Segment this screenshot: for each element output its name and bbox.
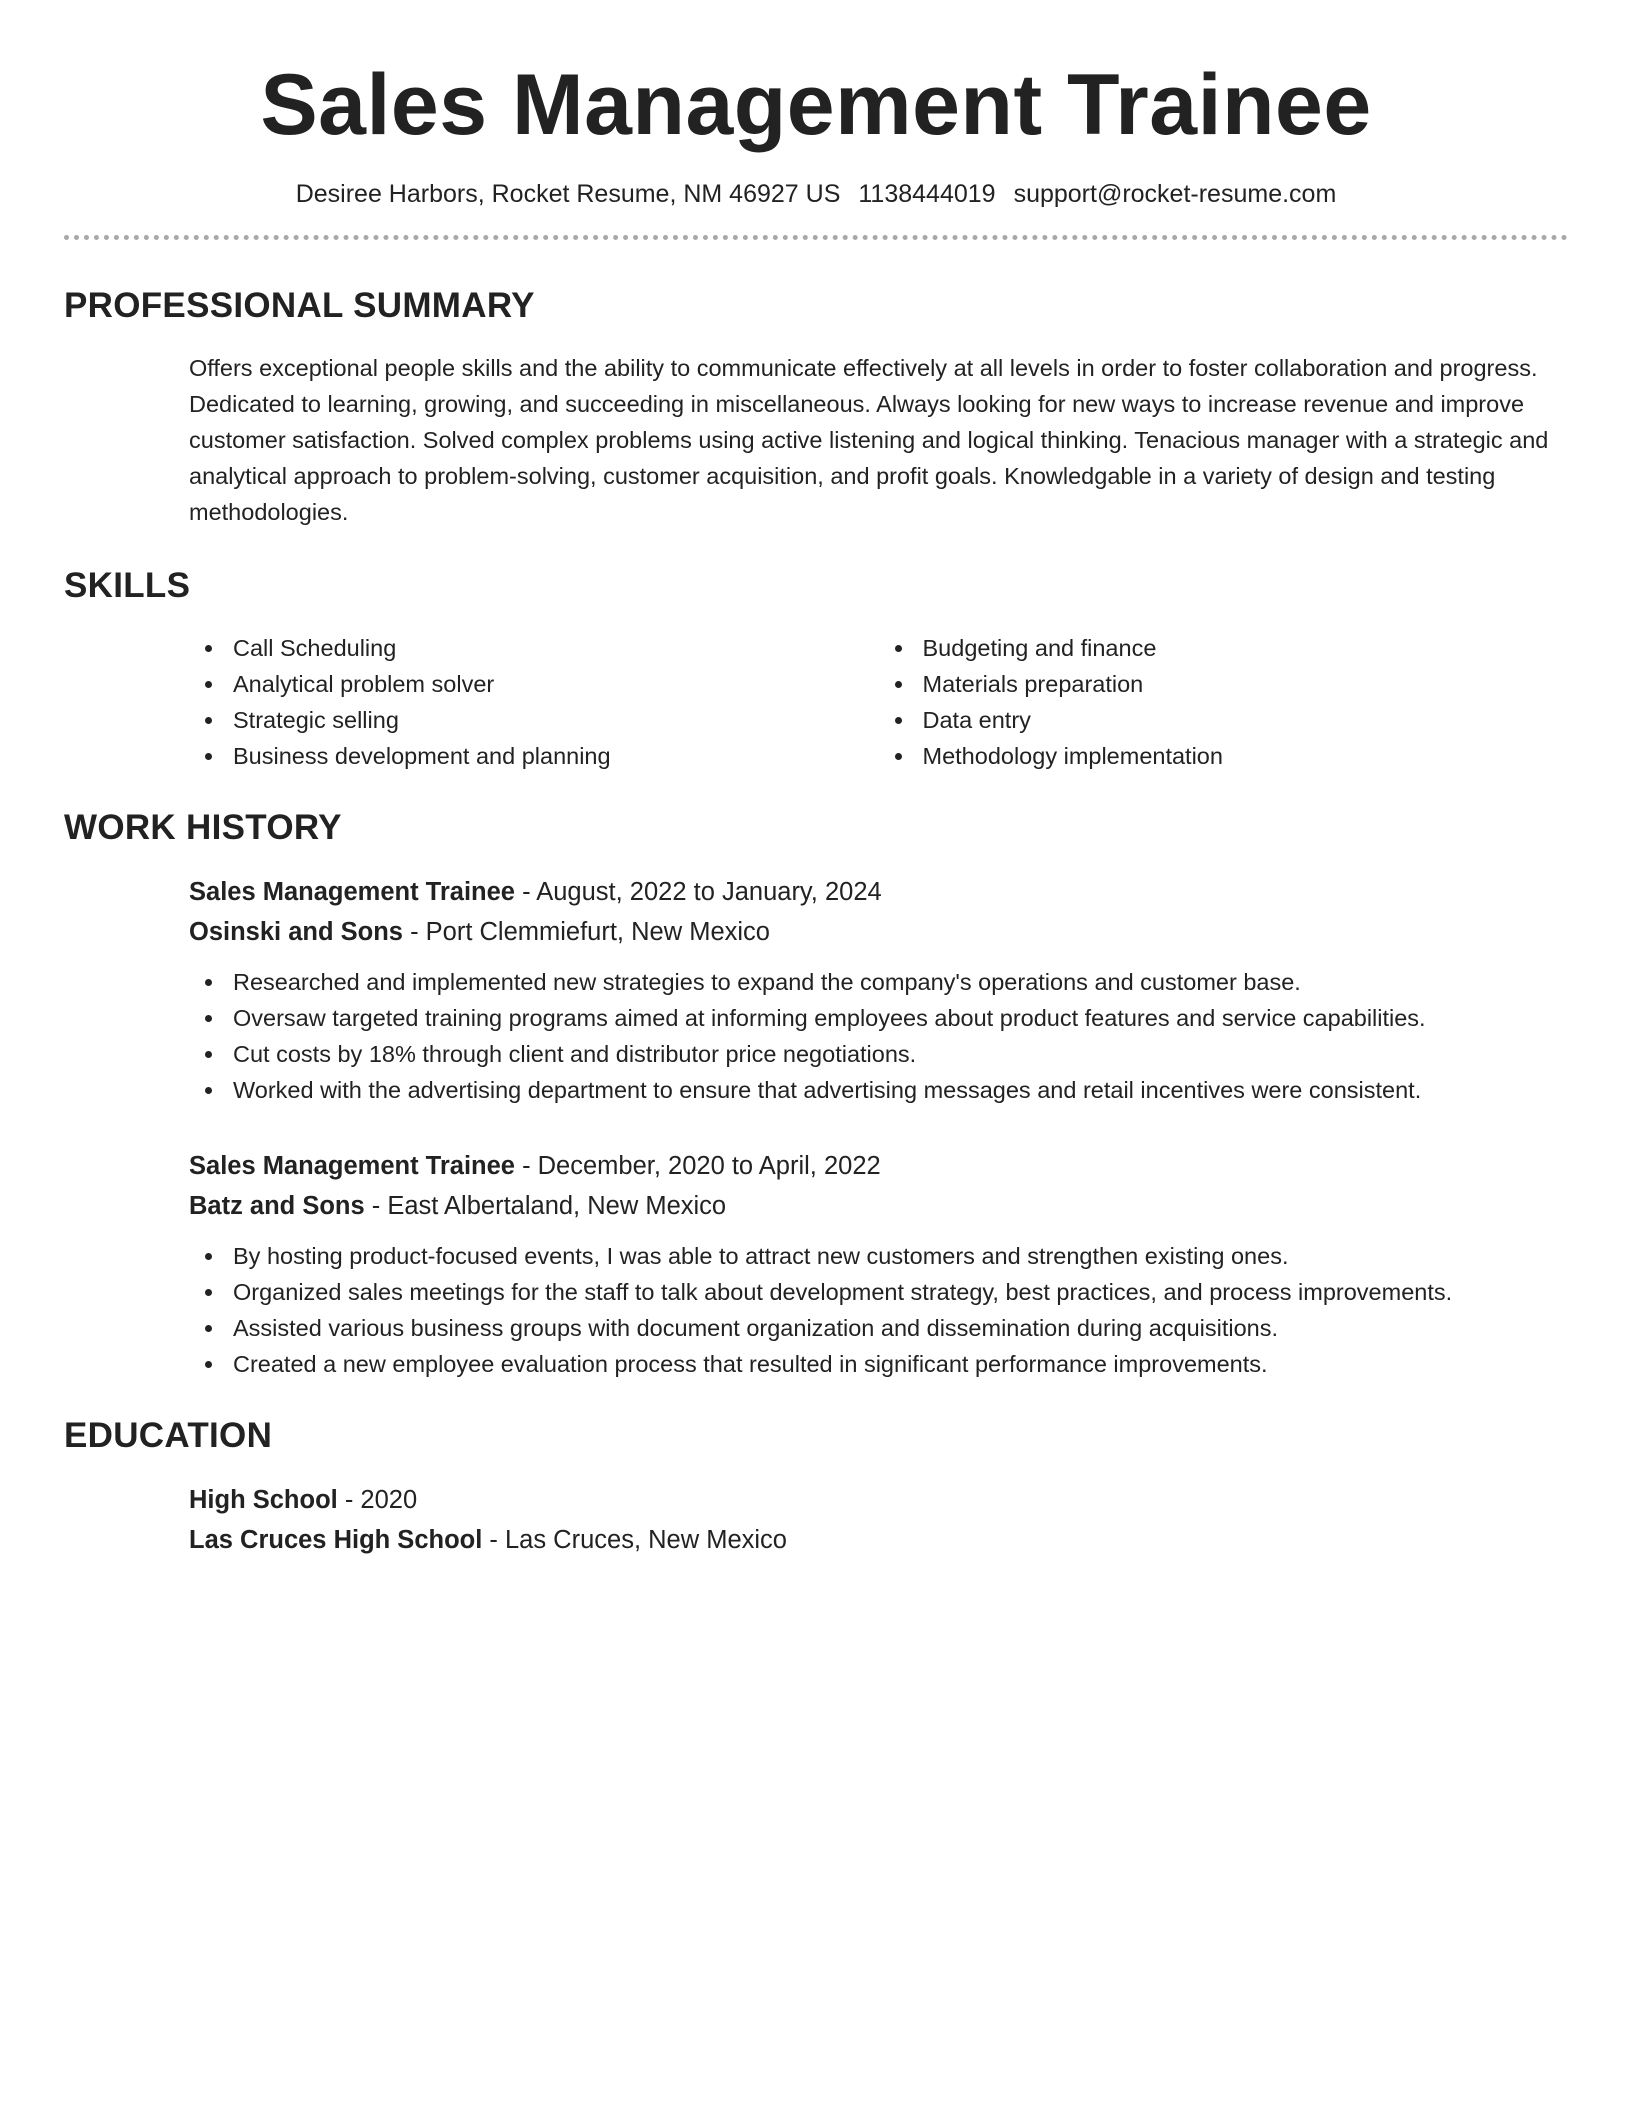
job-company-line xyxy=(189,1186,1568,1226)
job-bullet: Assisted various business groups with document organization and dissemination during acquisitions. xyxy=(189,1310,1568,1346)
job-dates: - August, 2022 to January, 2024 xyxy=(514,878,882,906)
skill-item: Budgeting and finance xyxy=(879,630,1569,666)
skill-item: Methodology implementation xyxy=(879,738,1569,774)
skill-item: Business development and planning xyxy=(189,738,879,774)
summary-section xyxy=(64,350,1568,530)
skills-grid xyxy=(189,630,1568,774)
skills-list-left xyxy=(189,630,879,774)
job-location: - East Albertaland, New Mexico xyxy=(364,1192,727,1220)
contact-info xyxy=(64,180,1568,209)
skill-item: Data entry xyxy=(879,702,1569,738)
job-location: - Port Clemmiefurt, New Mexico xyxy=(402,918,770,946)
job-bullet: Oversaw targeted training programs aimed at informing employees about product features and service capabilities. xyxy=(189,1000,1568,1036)
education-degree: High School xyxy=(189,1486,338,1514)
contact-email: support@rocket-resume.com xyxy=(1013,180,1337,208)
education-degree-line xyxy=(189,1480,1568,1520)
section-title-education: EDUCATION xyxy=(64,1416,273,1455)
section-title-summary: PROFESSIONAL SUMMARY xyxy=(64,286,535,325)
header-divider xyxy=(64,235,1568,240)
skill-item: Analytical problem solver xyxy=(189,666,879,702)
contact-address: Desiree Harbors, Rocket Resume, NM 46927 US xyxy=(295,180,841,208)
job-company-line xyxy=(189,912,1568,952)
job-bullet: By hosting product-focused events, I was able to attract new customers and strengthen existing ones. xyxy=(189,1238,1568,1274)
job-title-line xyxy=(189,872,1568,912)
job-bullet: Researched and implemented new strategies to expand the company's operations and customer base. xyxy=(189,964,1568,1000)
education-location: - Las Cruces, New Mexico xyxy=(482,1526,787,1554)
summary-text: Offers exceptional people skills and the ability to communicate effectively at all levels in order to foster collaboration and progress. Dedicated to learning, growing, and succeeding in miscellaneous. Always looking for new ways to increase revenue and improve customer satisfaction. Solved complex problems using active listening and logical thinking. Tenacious manager with a strategic and analytical approach to problem-solving, customer acquisition, and profit goals. Knowledgable in a variety of design and testing methodologies. xyxy=(189,355,1549,525)
section-title-skills: SKILLS xyxy=(64,566,191,605)
skill-item: Materials preparation xyxy=(879,666,1569,702)
job-company: Batz and Sons xyxy=(189,1192,365,1220)
skills-list-right xyxy=(879,630,1569,774)
job-role: Sales Management Trainee xyxy=(189,1152,515,1180)
job-dates: - December, 2020 to April, 2022 xyxy=(514,1152,881,1180)
education-school: Las Cruces High School xyxy=(189,1526,483,1554)
job-title-line xyxy=(189,1146,1568,1186)
skill-item: Strategic selling xyxy=(189,702,879,738)
job-bullets xyxy=(189,964,1568,1108)
work-section xyxy=(64,872,1568,1382)
contact-phone: 1138444019 xyxy=(858,180,996,208)
job-bullet: Organized sales meetings for the staff to talk about development strategy, best practices, and process improvements. xyxy=(189,1274,1568,1310)
job-role: Sales Management Trainee xyxy=(189,878,515,906)
job-entry xyxy=(189,872,1568,1108)
education-entry xyxy=(189,1480,1568,1560)
job-bullet: Cut costs by 18% through client and distributor price negotiations. xyxy=(189,1036,1568,1072)
education-year: - 2020 xyxy=(337,1486,418,1514)
job-entry xyxy=(189,1146,1568,1382)
job-bullets xyxy=(189,1238,1568,1382)
job-bullet: Worked with the advertising department to ensure that advertising messages and retail incentives were consistent. xyxy=(189,1072,1568,1108)
job-company: Osinski and Sons xyxy=(189,918,403,946)
education-section xyxy=(64,1480,1568,1560)
job-bullet: Created a new employee evaluation process that resulted in significant performance improvements. xyxy=(189,1346,1568,1382)
skill-item: Call Scheduling xyxy=(189,630,879,666)
resume-name: Sales Management Trainee xyxy=(260,57,1372,153)
section-title-work: WORK HISTORY xyxy=(64,808,342,847)
education-school-line xyxy=(189,1520,1568,1560)
skills-section xyxy=(64,630,1568,774)
